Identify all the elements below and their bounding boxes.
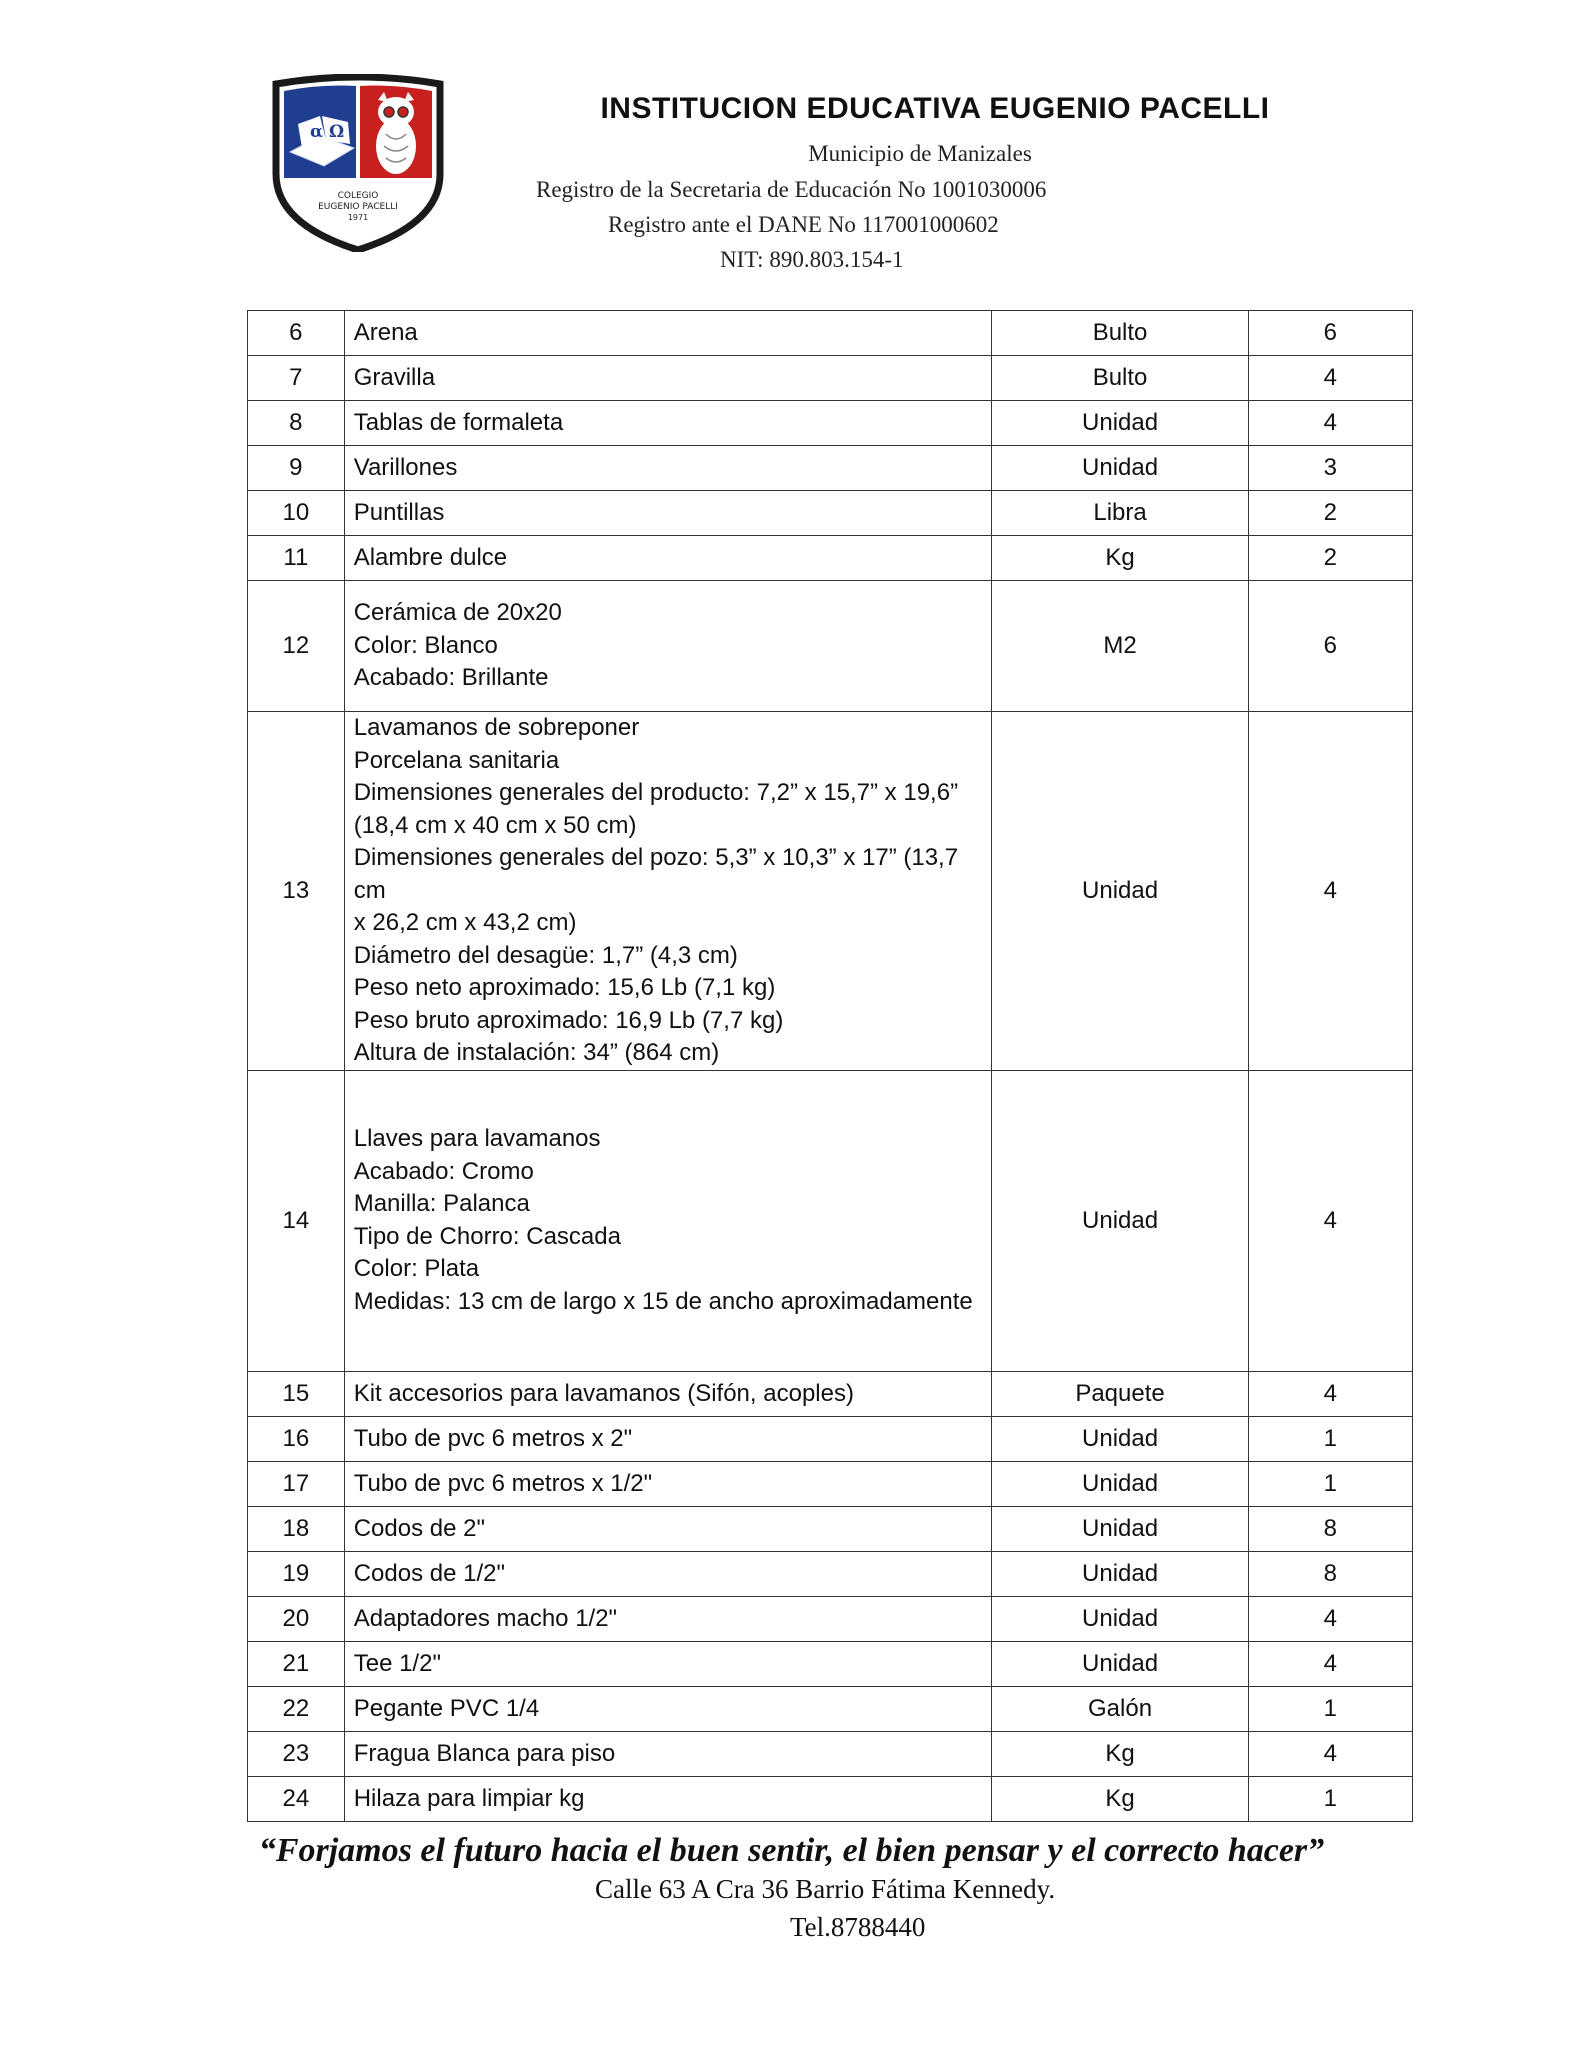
institution-name: INSTITUCION EDUCATIVA EUGENIO PACELLI	[600, 92, 1270, 125]
item-unit-cell: Unidad	[992, 1461, 1248, 1506]
description-line: Tee 1/2"	[353, 1649, 441, 1677]
table-row	[248, 1641, 1413, 1686]
item-number-cell: 7	[248, 356, 345, 401]
item-number-cell: 23	[248, 1731, 345, 1776]
description-line: x 26,2 cm x 43,2 cm)	[353, 909, 577, 936]
item-unit-cell: Unidad	[992, 1416, 1248, 1461]
item-quantity-cell: 1	[1248, 1686, 1412, 1731]
description-line: Dimensiones generales del producto: 7,2” x 15,7” x 19,6”	[353, 779, 959, 806]
table-row	[248, 491, 1413, 536]
item-quantity-cell: 4	[1248, 1371, 1412, 1416]
crest-banner-line1: COLEGIO	[337, 191, 379, 201]
item-number-cell: 8	[248, 401, 345, 446]
item-unit-cell: Unidad	[992, 712, 1248, 1071]
description-line: Arena	[353, 319, 418, 346]
item-quantity-cell: 2	[1248, 491, 1412, 536]
registry-dane-line: Registro ante el DANE No 117001000602	[608, 212, 999, 237]
item-unit-cell: M2	[992, 581, 1248, 712]
item-quantity-cell: 1	[1248, 1416, 1412, 1461]
item-number-cell: 17	[248, 1461, 345, 1506]
table-row	[248, 311, 1413, 356]
description-line: Acabado: Cromo	[353, 1157, 534, 1185]
item-number-cell: 16	[248, 1416, 345, 1461]
municipality-line: Municipio de Manizales	[808, 141, 1032, 166]
item-unit-cell: Bulto	[992, 356, 1248, 401]
item-number-cell: 10	[248, 491, 345, 536]
table-row	[248, 712, 1413, 1071]
table-row	[248, 1596, 1413, 1641]
item-description-cell	[344, 356, 992, 401]
description-line: Color: Blanco	[353, 631, 498, 659]
description-line: Diámetro del desagüe: 1,7” (4,3 cm)	[353, 941, 738, 969]
description-line: Manilla: Palanca	[353, 1190, 530, 1217]
table-row	[248, 1416, 1413, 1461]
item-description-cell	[344, 1596, 992, 1641]
description-line: Llaves para lavamanos	[353, 1125, 601, 1152]
description-line: Porcelana sanitaria	[353, 746, 560, 774]
item-unit-cell: Unidad	[992, 1070, 1248, 1371]
item-number-cell: 12	[248, 581, 345, 712]
description-line: Codos de 2"	[353, 1514, 485, 1542]
item-unit-cell: Paquete	[992, 1371, 1248, 1416]
item-unit-cell: Kg	[992, 1731, 1248, 1776]
table-row	[248, 1776, 1413, 1821]
item-quantity-cell: 4	[1248, 356, 1412, 401]
item-unit-cell: Unidad	[992, 1641, 1248, 1686]
description-line: Pegante PVC 1/4	[353, 1694, 540, 1722]
description-line: Hilaza para limpiar kg	[353, 1784, 585, 1812]
description-line: Tipo de Chorro: Cascada	[353, 1222, 621, 1250]
item-description-cell	[344, 1686, 992, 1731]
description-line: Tablas de formaleta	[353, 409, 564, 436]
item-description-cell	[344, 712, 992, 1071]
item-quantity-cell: 4	[1248, 1731, 1412, 1776]
school-phone: Tel.8788440	[790, 1912, 926, 1942]
description-line: Tubo de pvc 6 metros x 2"	[353, 1424, 633, 1452]
item-description-cell	[344, 401, 992, 446]
item-description-cell	[344, 1551, 992, 1596]
item-unit-cell: Unidad	[992, 1596, 1248, 1641]
item-number-cell: 9	[248, 446, 345, 491]
item-quantity-cell: 3	[1248, 446, 1412, 491]
registry-secretaria-line: Registro de la Secretaria de Educación No 1001030006	[536, 177, 1047, 202]
table-row	[248, 401, 1413, 446]
description-line: Tubo de pvc 6 metros x 1/2"	[353, 1469, 653, 1497]
item-unit-cell: Kg	[992, 536, 1248, 581]
table-row	[248, 1686, 1413, 1731]
item-description-cell	[344, 1416, 992, 1461]
item-description-cell	[344, 446, 992, 491]
table-row	[248, 536, 1413, 581]
item-quantity-cell: 4	[1248, 1070, 1412, 1371]
description-line: Alambre dulce	[353, 544, 508, 571]
crest-banner-line3: 1971	[347, 213, 369, 222]
table-row	[248, 1506, 1413, 1551]
description-line: Peso bruto aproximado: 16,9 Lb (7,7 kg)	[353, 1006, 784, 1034]
description-line: (18,4 cm x 40 cm x 50 cm)	[353, 811, 637, 839]
description-line: Codos de 1/2"	[353, 1559, 506, 1587]
letterhead	[520, 92, 1320, 272]
description-line: Medidas: 13 cm de largo x 15 de ancho aproximadamente	[353, 1287, 973, 1315]
table-row	[248, 581, 1413, 712]
item-quantity-cell: 4	[1248, 1641, 1412, 1686]
item-number-cell: 6	[248, 311, 345, 356]
description-line: Color: Plata	[353, 1255, 480, 1282]
item-number-cell: 11	[248, 536, 345, 581]
school-motto: “Forjamos el futuro hacia el buen sentir, el bien pensar y el correcto hacer”	[258, 1832, 1325, 1869]
table-row	[248, 356, 1413, 401]
materials-table	[247, 310, 1413, 1822]
item-description-cell	[344, 581, 992, 712]
item-description-cell	[344, 1461, 992, 1506]
svg-text:α Ω: α Ω	[310, 122, 345, 142]
nit-line: NIT: 890.803.154-1	[720, 247, 904, 272]
table-row	[248, 446, 1413, 491]
item-number-cell: 21	[248, 1641, 345, 1686]
item-number-cell: 14	[248, 1070, 345, 1371]
table-row	[248, 1461, 1413, 1506]
item-quantity-cell: 8	[1248, 1506, 1412, 1551]
item-description-cell	[344, 1506, 992, 1551]
item-description-cell	[344, 1641, 992, 1686]
school-crest-logo	[268, 74, 448, 252]
description-line: Cerámica de 20x20	[353, 599, 562, 627]
item-description-cell	[344, 1371, 992, 1416]
table-row	[248, 1731, 1413, 1776]
description-line: Adaptadores macho 1/2"	[353, 1604, 618, 1632]
item-unit-cell: Unidad	[992, 401, 1248, 446]
school-address: Calle 63 A Cra 36 Barrio Fátima Kennedy.	[595, 1874, 1056, 1904]
table-row	[248, 1070, 1413, 1371]
item-description-cell	[344, 1070, 992, 1371]
description-line: Dimensiones generales del pozo: 5,3” x 10,3” x 17” (13,7 cm	[353, 844, 959, 904]
item-number-cell: 13	[248, 712, 345, 1071]
item-quantity-cell: 4	[1248, 401, 1412, 446]
item-description-cell	[344, 1776, 992, 1821]
item-description-cell	[344, 536, 992, 581]
description-line: Altura de instalación: 34” (864 cm)	[353, 1039, 720, 1066]
item-description-cell	[344, 311, 992, 356]
table-row	[248, 1371, 1413, 1416]
description-line: Gravilla	[353, 364, 436, 391]
item-quantity-cell: 8	[1248, 1551, 1412, 1596]
item-quantity-cell: 6	[1248, 581, 1412, 712]
description-line: Lavamanos de sobreponer	[353, 714, 640, 741]
owl-icon	[376, 92, 416, 174]
description-line: Acabado: Brillante	[353, 664, 549, 692]
item-unit-cell: Kg	[992, 1776, 1248, 1821]
item-unit-cell: Unidad	[992, 1551, 1248, 1596]
item-number-cell: 24	[248, 1776, 345, 1821]
crest-banner-line2: EUGENIO PACELLI	[318, 202, 398, 212]
description-line: Puntillas	[353, 499, 445, 526]
item-quantity-cell: 6	[1248, 311, 1412, 356]
item-quantity-cell: 4	[1248, 712, 1412, 1071]
item-number-cell: 19	[248, 1551, 345, 1596]
description-line: Peso neto aproximado: 15,6 Lb (7,1 kg)	[353, 974, 776, 1001]
item-unit-cell: Bulto	[992, 311, 1248, 356]
materials-table-body	[248, 311, 1413, 1822]
item-unit-cell: Galón	[992, 1686, 1248, 1731]
item-quantity-cell: 1	[1248, 1776, 1412, 1821]
description-line: Kit accesorios para lavamanos (Sifón, acoples)	[353, 1379, 854, 1407]
item-unit-cell: Unidad	[992, 1506, 1248, 1551]
item-number-cell: 15	[248, 1371, 345, 1416]
item-unit-cell: Unidad	[992, 446, 1248, 491]
item-description-cell	[344, 1731, 992, 1776]
item-number-cell: 22	[248, 1686, 345, 1731]
item-number-cell: 20	[248, 1596, 345, 1641]
item-number-cell: 18	[248, 1506, 345, 1551]
item-quantity-cell: 4	[1248, 1596, 1412, 1641]
description-line: Varillones	[353, 454, 458, 481]
description-line: Fragua Blanca para piso	[353, 1739, 616, 1767]
item-quantity-cell: 1	[1248, 1461, 1412, 1506]
item-quantity-cell: 2	[1248, 536, 1412, 581]
item-description-cell	[344, 491, 992, 536]
table-row	[248, 1551, 1413, 1596]
item-unit-cell: Libra	[992, 491, 1248, 536]
